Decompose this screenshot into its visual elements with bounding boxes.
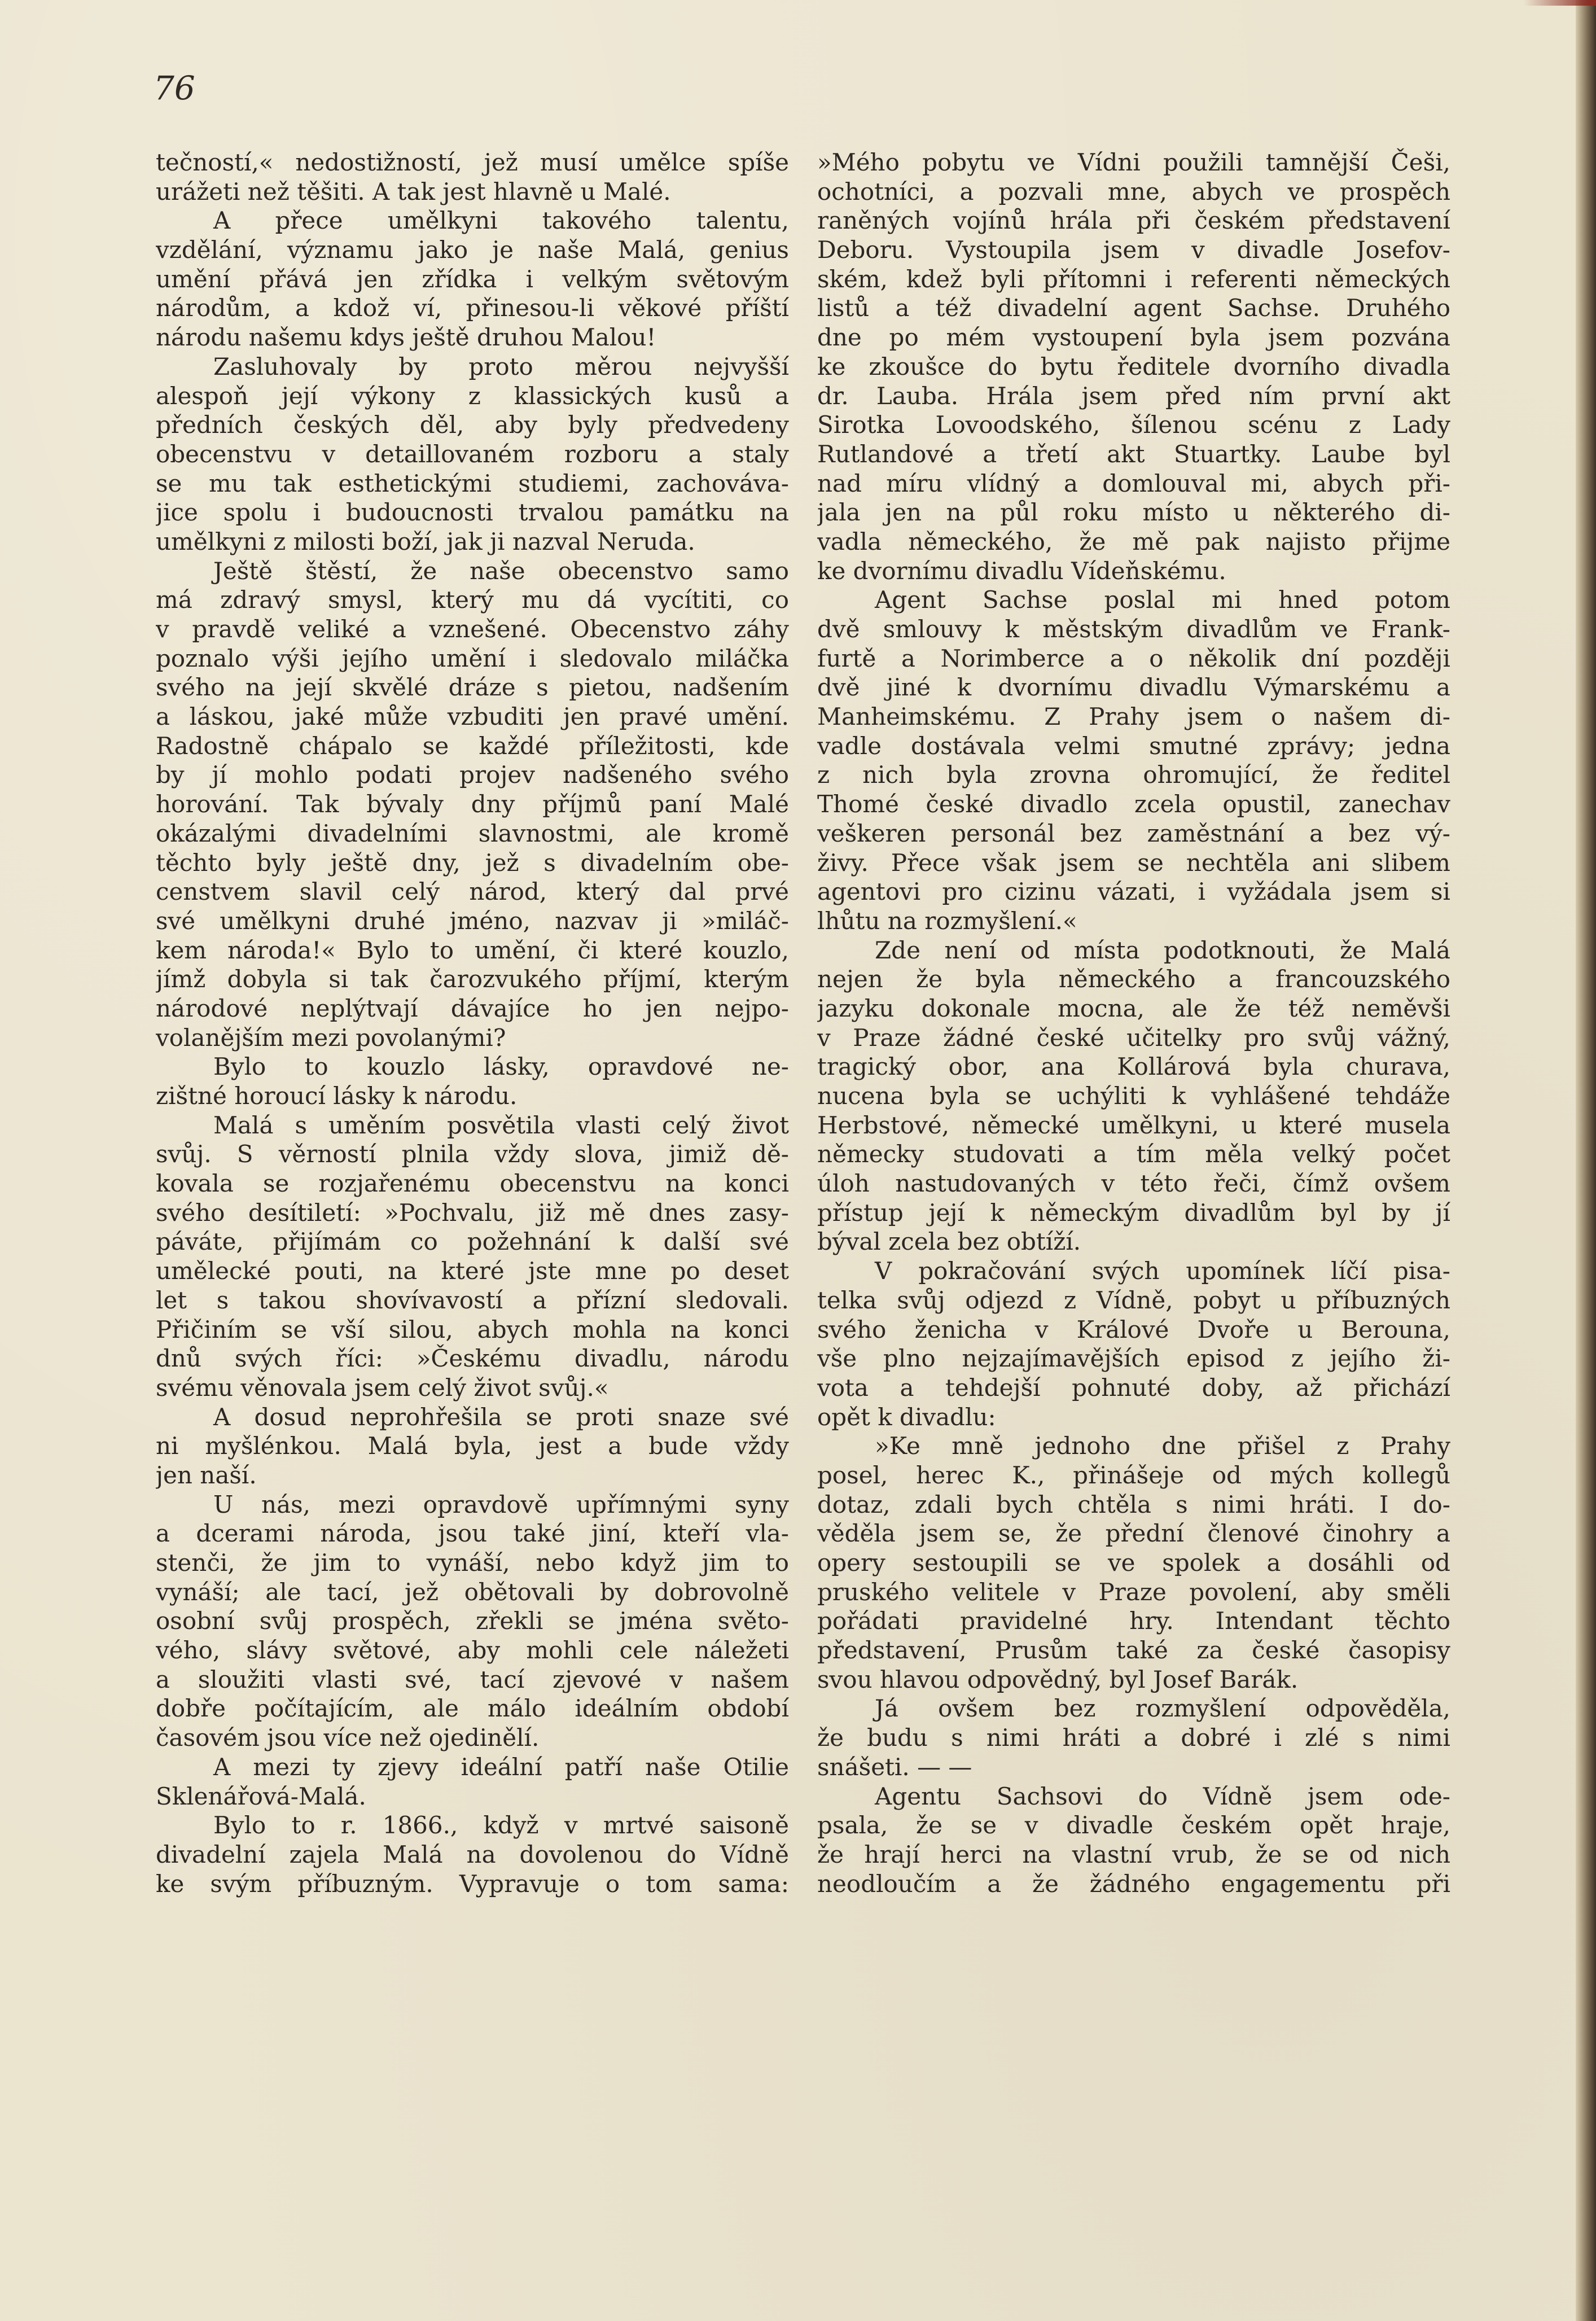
text-line: jímž dobyla si tak čarozvukého příjmí, kterým bbox=[156, 965, 789, 993]
text-line: nucena byla se uchýliti k vyhlášené tehdáže bbox=[817, 1082, 1450, 1110]
text-line: nad míru vlídný a domlouval mi, abych při- bbox=[817, 469, 1450, 497]
text-line: let s takou shovívavostí a přízní sledovali. bbox=[156, 1286, 789, 1314]
text-line: A přece umělkyni takového talentu, bbox=[213, 207, 789, 235]
text-line: Sirotka Lovoodského, šílenou scénu z Lady bbox=[817, 411, 1450, 439]
text-line: U nás, mezi opravdově upřímnými syny bbox=[213, 1490, 789, 1518]
text-line: »Mého pobytu ve Vídni použili tamnější Češi, bbox=[817, 148, 1450, 176]
text-line: agentovi pro cizinu vázati, i vyžádala jsem si bbox=[817, 878, 1450, 906]
text-line: německy studovati a tím měla velký počet bbox=[817, 1140, 1450, 1168]
text-line: vadle dostávala velmi smutné zprávy; jedna bbox=[817, 732, 1450, 760]
text-line: horování. Tak bývaly dny příjmů paní Malé bbox=[156, 790, 789, 818]
text-line: jazyku dokonale mocna, ale že též neměvši bbox=[817, 994, 1450, 1022]
text-line: dotaz, zdali bych chtěla s nimi hráti. I do- bbox=[817, 1490, 1450, 1518]
text-line: živy. Přece však jsem se nechtěla ani slibem bbox=[817, 848, 1450, 877]
text-line: obecenstvu v detaillovaném rozboru a staly bbox=[156, 440, 789, 468]
text-line: z nich byla zrovna ohromující, že ředitel bbox=[817, 761, 1450, 789]
text-line: umělecké pouti, na které jste mne po deset bbox=[156, 1257, 789, 1285]
text-line: Agent Sachse poslal mi hned potom bbox=[875, 586, 1450, 614]
text-line: dne po mém vystoupení byla jsem pozvána bbox=[817, 323, 1450, 352]
text-line: urážeti než těšiti. A tak jest hlavně u Malé. bbox=[156, 177, 671, 205]
text-line: raněných vojínů hrála při českém představení bbox=[817, 207, 1450, 235]
text-line: ke dvornímu divadlu Vídeňskému. bbox=[817, 557, 1226, 585]
text-line: svého ženicha v Králové Dvoře u Berouna, bbox=[817, 1315, 1450, 1343]
text-line: pruského velitele v Praze povolení, aby směli bbox=[817, 1578, 1450, 1606]
text-line: národové neplýtvají dávajíce ho jen nejpo- bbox=[156, 994, 789, 1022]
text-line: poznalo výši jejího umění i sledovalo miláčka bbox=[156, 644, 789, 672]
text-line: stenči, že jim to vynáší, nebo když jim to bbox=[156, 1549, 789, 1576]
text-line: jala jen na půl roku místo u některého di- bbox=[817, 498, 1450, 527]
text-line: svého desítiletí: »Pochvalu, již mě dnes zasy- bbox=[156, 1198, 789, 1227]
text-line: A mezi ty zjevy ideální patří naše Otilie bbox=[213, 1753, 789, 1781]
text-line: předních českých děl, aby byly předvedeny bbox=[156, 411, 789, 439]
text-line: volanějším mezi povolanými? bbox=[156, 1023, 506, 1052]
text-line: představení, Prusům také za české časopisy bbox=[817, 1636, 1450, 1665]
text-line: osobní svůj prospěch, zřekli se jména světo- bbox=[156, 1607, 789, 1635]
text-line: opět k divadlu: bbox=[817, 1403, 996, 1431]
text-line: své umělkyni druhé jméno, nazvav ji »miláč- bbox=[156, 906, 789, 935]
text-line: vzdělání, významu jako je naše Malá, genius bbox=[156, 236, 789, 264]
text-line: by jí mohlo podati projev nadšeného svého bbox=[156, 761, 789, 789]
text-line: Herbstové, německé umělkyni, u které musela bbox=[817, 1111, 1450, 1139]
text-line: umělkyni z milosti boží, jak ji nazval Neruda. bbox=[156, 527, 695, 555]
text-line: opery sestoupili se ve spolek a dosáhli od bbox=[817, 1549, 1450, 1576]
text-line: censtvem slavil celý národ, který dal prvé bbox=[156, 878, 789, 906]
text-line: že hrají herci na vlastní vrub, že se od nich bbox=[817, 1840, 1450, 1868]
text-line: má zdravý smysl, který mu dá vycítiti, co bbox=[156, 586, 789, 614]
text-line: býval zcela bez obtíží. bbox=[817, 1228, 1081, 1256]
text-line: vota a tehdejší pohnuté doby, až přichází bbox=[817, 1373, 1450, 1402]
text-line: dnů svých říci: »Českému divadlu, národu bbox=[156, 1345, 789, 1373]
text-line: Thomé české divadlo zcela opustil, zanechav bbox=[817, 790, 1450, 818]
text-line: A dosud neprohřešila se proti snaze své bbox=[213, 1403, 789, 1431]
text-line: svou hlavou odpovědný, byl Josef Barák. bbox=[817, 1665, 1299, 1693]
text-line: psala, že se v divadle českém opět hraje, bbox=[817, 1811, 1450, 1840]
text-line: ni myšlénkou. Malá byla, jest a bude vždy bbox=[156, 1432, 789, 1460]
text-line: národu našemu kdys ještě druhou Malou! bbox=[156, 323, 656, 352]
text-line: Přičiním se vší silou, abych mohla na konci bbox=[156, 1315, 789, 1343]
text-line: ke svým příbuzným. Vypravuje o tom sama: bbox=[156, 1869, 789, 1898]
text-line: V pokračování svých upomínek líčí pisa- bbox=[875, 1257, 1450, 1285]
text-line: kem národa!« Bylo to umění, či které kouzlo, bbox=[156, 936, 789, 964]
text-line: věděla jsem se, že přední členové činohry a bbox=[817, 1519, 1450, 1548]
text-line: tragický obor, ana Kollárová byla churava, bbox=[817, 1053, 1450, 1081]
text-line: a dcerami národa, jsou také jiní, kteří vla- bbox=[156, 1519, 789, 1548]
text-line: Bylo to r. 1866., když v mrtvé saisoně bbox=[213, 1811, 789, 1840]
text-line: Ještě štěstí, že naše obecenstvo samo bbox=[213, 557, 789, 585]
text-line: se mu tak esthetickými studiemi, zachováva- bbox=[156, 469, 789, 497]
text-line: vého, slávy světové, aby mohli cele náležeti bbox=[156, 1636, 789, 1665]
text-line: Zde není od místa podotknouti, že Malá bbox=[875, 936, 1450, 964]
text-line: že budu s nimi hráti a dobré i zlé s nimi bbox=[817, 1724, 1450, 1752]
text-line: v pravdě veliké a vznešené. Obecenstvo záhy bbox=[156, 615, 789, 643]
text-line: dobře počítajícím, ale málo ideálním období bbox=[156, 1694, 789, 1723]
text-line: alespoň její výkony z klassických kusů a bbox=[156, 382, 789, 410]
text-line: Rutlandové a třetí akt Stuartky. Laube byl bbox=[817, 440, 1450, 468]
text-line: svůj. S věrností plnila vždy slova, jimiž dě- bbox=[156, 1140, 789, 1168]
text-line: vadla německého, že mě pak najisto přijme bbox=[817, 527, 1450, 555]
page-edge-mark bbox=[1524, 0, 1596, 6]
text-line: a sloužiti vlasti své, tací zjevové v našem bbox=[156, 1665, 789, 1693]
text-line: jen naší. bbox=[156, 1461, 257, 1489]
text-line: Deboru. Vystoupila jsem v divadle Josefov- bbox=[817, 236, 1450, 264]
text-line: jice spolu i budoucnosti trvalou památku na bbox=[156, 498, 789, 527]
text-line: národům, a kdož ví, přinesou-li věkové příští bbox=[156, 294, 789, 322]
text-line: posel, herec K., přinášeje od mých kollegů bbox=[817, 1461, 1450, 1489]
text-line: Sklenářová-Malá. bbox=[156, 1782, 366, 1810]
text-line: přístup její k německým divadlům byl by jí bbox=[817, 1198, 1450, 1227]
text-line: úloh nastudovaných v této řeči, čímž ovšem bbox=[817, 1170, 1450, 1198]
text-line: pořádati pravidelné hry. Intendant těchto bbox=[817, 1607, 1450, 1635]
text-line: těchto byly ještě dny, jež s divadelním obe- bbox=[156, 848, 789, 877]
text-line: Malá s uměním posvětila vlasti celý život bbox=[213, 1111, 789, 1139]
text-line: okázalými divadelními slavnostmi, ale kromě bbox=[156, 819, 789, 847]
text-line: dvě smlouvy k městským divadlům ve Frank- bbox=[817, 615, 1450, 643]
text-line: Radostně chápalo se každé příležitosti, kde bbox=[156, 732, 789, 760]
text-line: svému věnovala jsem celý život svůj.« bbox=[156, 1373, 609, 1402]
text-line: divadelní zajela Malá na dovolenou do Vídně bbox=[156, 1840, 789, 1868]
right-column bbox=[817, 148, 1450, 1898]
text-line: časovém jsou více než ojedinělí. bbox=[156, 1724, 540, 1752]
text-line: vynáší; ale tací, jež obětovali by dobrovolně bbox=[156, 1578, 789, 1606]
text-line: ském, kdež byli přítomni i referenti německých bbox=[817, 265, 1450, 293]
text-line: dvě jiné k dvornímu divadlu Výmarskému a bbox=[817, 673, 1450, 702]
text-line: Já ovšem bez rozmyšlení odpověděla, bbox=[875, 1694, 1450, 1723]
text-line: veškeren personál bez zaměstnání a bez vý- bbox=[817, 819, 1450, 847]
text-line: furtě a Norimberce a o několik dní později bbox=[817, 644, 1450, 672]
text-line: telka svůj odjezd z Vídně, pobyt u příbuzných bbox=[817, 1286, 1450, 1314]
text-line: Agentu Sachsovi do Vídně jsem ode- bbox=[875, 1782, 1450, 1810]
text-line: páváte, přijímám co požehnání k další své bbox=[156, 1228, 789, 1256]
text-line: tečností,« nedostižností, jež musí umělce spíše bbox=[156, 148, 789, 176]
text-line: listů a též divadelní agent Sachse. Druhého bbox=[817, 294, 1450, 322]
left-column bbox=[156, 148, 789, 1898]
text-line: zištné horoucí lásky k národu. bbox=[156, 1082, 518, 1110]
page-edge-shadow bbox=[1576, 0, 1596, 2321]
text-line: v Praze žádné české učitelky pro svůj vážný, bbox=[817, 1023, 1450, 1052]
text-line: vše plno nejzajímavějších episod z jejího ži- bbox=[817, 1345, 1450, 1373]
text-line: Bylo to kouzlo lásky, opravdové ne- bbox=[213, 1053, 789, 1081]
text-line: snášeti. — — bbox=[817, 1753, 972, 1781]
text-line: nejen že byla německého a francouzského bbox=[817, 965, 1450, 993]
text-line: lhůtu na rozmyšlení.« bbox=[817, 906, 1077, 935]
text-line: ke zkoušce do bytu ředitele dvorního divadla bbox=[817, 352, 1450, 380]
text-line: Manheimskému. Z Prahy jsem o našem di- bbox=[817, 703, 1450, 731]
text-line: kovala se rozjařenému obecenstvu na konci bbox=[156, 1170, 789, 1198]
text-line: umění přává jen zřídka i velkým světovým bbox=[156, 265, 789, 293]
text-line: »Ke mně jednoho dne přišel z Prahy bbox=[875, 1432, 1450, 1460]
text-line: a láskou, jaké může vzbuditi jen pravé umění. bbox=[156, 703, 789, 731]
page-number: 76 bbox=[154, 69, 195, 107]
text-line: neodloučím a že žádného engagementu při bbox=[817, 1869, 1450, 1898]
text-line: dr. Lauba. Hrála jsem před ním první akt bbox=[817, 382, 1450, 410]
text-line: svého na její skvělé dráze s pietou, nadšením bbox=[156, 673, 789, 702]
text-line: Zasluhovaly by proto měrou nejvyšší bbox=[213, 352, 789, 380]
text-line: ochotníci, a pozvali mne, abych ve prospěch bbox=[817, 177, 1450, 205]
